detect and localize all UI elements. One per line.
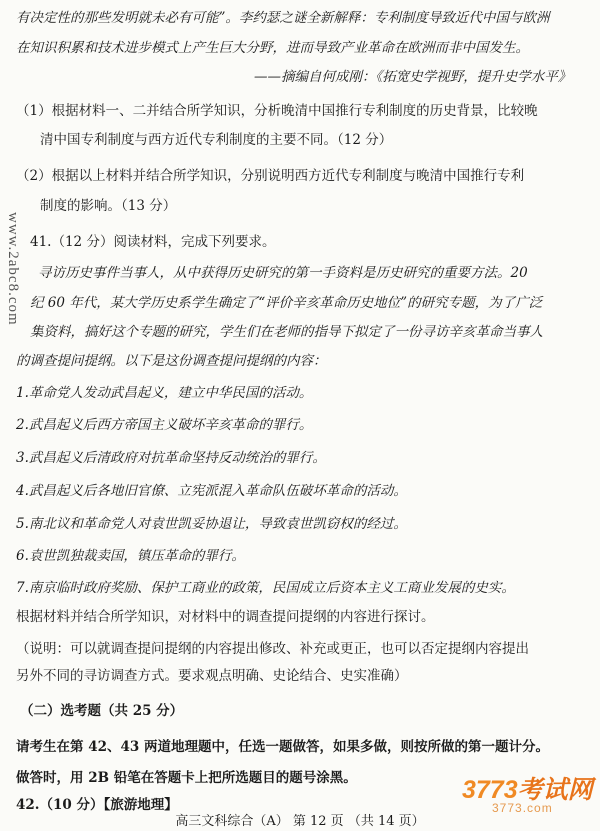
text-line: 有决定性的那些发明就未必有可能”。李约瑟之谜全新解释：专利制度导致近代中国与欧洲 xyxy=(16,10,550,26)
page-footer: 高三文科综合（A） 第 12 页 （共 14 页） xyxy=(175,814,425,829)
text-line: 41.（12 分）阅读材料，完成下列要求。 xyxy=(30,234,276,250)
logo-cn: 考试网 xyxy=(517,776,593,804)
text-line: 4.武昌起义后各地旧官僚、立宪派混入革命队伍破坏革命的活动。 xyxy=(16,483,407,499)
text-line: 6.袁世凯独裁卖国，镇压革命的罪行。 xyxy=(16,548,245,564)
text-line: 寻访历史事件当事人，从中获得历史研究的第一手资料是历史研究的重要方法。20 xyxy=(38,265,528,281)
text-line: 清中国专利制度与西方近代专利制度的主要不同。（12 分） xyxy=(40,132,393,148)
text-line: 根据材料并结合所学知识，对材料中的调查提问提纲的内容进行探讨。 xyxy=(16,609,435,625)
text-line: 1.革命党人发动武昌起义，建立中华民国的活动。 xyxy=(16,385,313,401)
text-line: （二）选考题（共 25 分） xyxy=(20,703,184,719)
text-line: （1）根据材料一、二并结合所学知识，分析晚清中国推行专利制度的历史背景，比较晚 xyxy=(16,103,538,119)
text-line: 5.南北议和革命党人对袁世凯妥协退让，导致袁世凯窃权的经过。 xyxy=(16,516,407,532)
side-watermark: www.2abc8.com xyxy=(5,212,21,326)
text-line: 2.武昌起义后西方帝国主义破坏辛亥革命的罪行。 xyxy=(16,417,313,433)
text-line: 请考生在第 42、43 两道地理题中，任选一题做答，如果多做，则按所做的第一题计分。 xyxy=(16,739,549,755)
logo-latin: 3773 xyxy=(462,776,518,804)
text-line: 42.（10 分）【旅游地理】 xyxy=(16,797,178,813)
text-line: 做答时，用 2B 铅笔在答题卡上把所选题目的题号涂黑。 xyxy=(16,770,357,786)
text-line: 另外不同的寻访调查方式。要求观点明确、史论结合、史实准确） xyxy=(16,668,408,684)
text-line: 制度的影响。（13 分） xyxy=(40,198,177,214)
text-line: 集资料，搞好这个专题的研究，学生们在老师的指导下拟定了一份寻访辛亥革命当事人 xyxy=(30,324,543,340)
logo-url: 3773.com xyxy=(492,801,553,815)
text-line: 3.武昌起义后清政府对抗革命坚持反动统治的罪行。 xyxy=(16,450,326,466)
text-line: 纪 60 年代，某大学历史系学生确定了“评价辛亥革命历史地位”的研究专题，为了广泛 xyxy=(30,295,543,311)
text-line: 在知识积累和技术进步模式上产生巨大分野，进而导致产业革命在欧洲而非中国发生。 xyxy=(16,40,529,56)
text-line: ——摘编自何成刚：《拓宽史学视野，提升史学水平》 xyxy=(254,69,572,85)
text-line: （说明：可以就调查提问提纲的内容提出修改、补充或更正，也可以否定提纲内容提出 xyxy=(16,641,529,657)
text-line: （2）根据以上材料并结合所学知识，分别说明西方近代专利制度与晚清中国推行专利 xyxy=(16,168,525,184)
text-line: 7.南京临时政府奖励、保护工商业的政策，民国成立后资本主义工商业发展的史实。 xyxy=(16,580,515,596)
text-line: 的调查提问提纲。以下是这份调查提问提纲的内容： xyxy=(16,353,327,369)
